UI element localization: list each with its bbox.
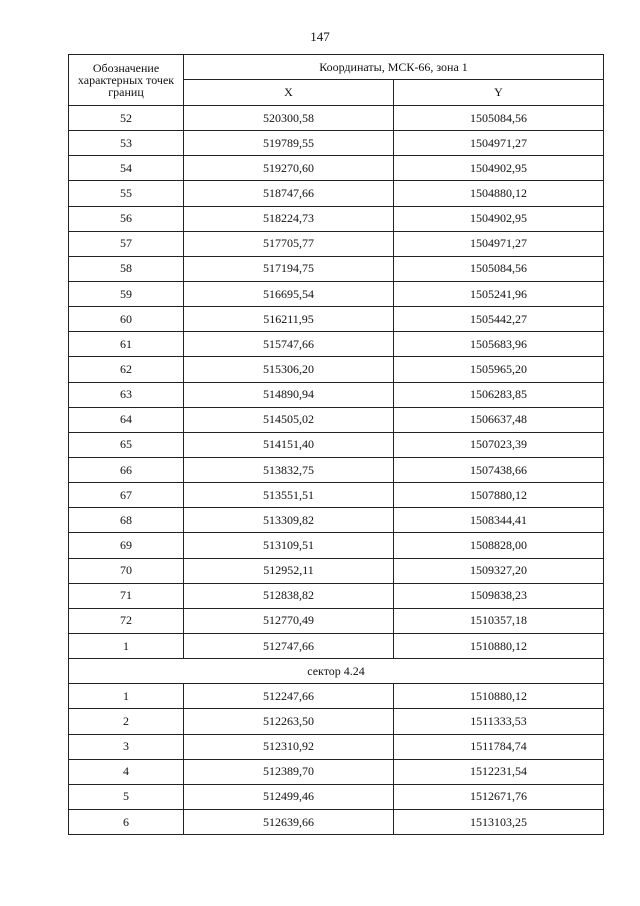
table-row bbox=[69, 533, 604, 558]
x-coordinate-cell: 515306,20 bbox=[184, 357, 394, 382]
coordinate-system-header: Координаты, МСК-66, зона 1 bbox=[184, 55, 604, 80]
table-row bbox=[69, 407, 604, 432]
table-row bbox=[69, 457, 604, 482]
x-coordinate-cell: 512499,46 bbox=[184, 784, 394, 809]
y-coordinate-cell: 1507023,39 bbox=[394, 432, 604, 457]
y-coordinate-cell: 1509838,23 bbox=[394, 583, 604, 608]
point-number-cell: 53 bbox=[69, 131, 184, 156]
point-number-cell: 58 bbox=[69, 256, 184, 281]
table-row bbox=[69, 281, 604, 306]
x-coordinate-cell: 517705,77 bbox=[184, 231, 394, 256]
x-coordinate-cell: 513109,51 bbox=[184, 533, 394, 558]
y-coordinate-cell: 1505683,96 bbox=[394, 332, 604, 357]
y-coordinate-cell: 1508344,41 bbox=[394, 508, 604, 533]
point-number-cell: 1 bbox=[69, 684, 184, 709]
table-row bbox=[69, 809, 604, 834]
point-number-cell: 3 bbox=[69, 734, 184, 759]
point-number-cell: 55 bbox=[69, 181, 184, 206]
y-coordinate-cell: 1507438,66 bbox=[394, 457, 604, 482]
x-coordinate-cell: 520300,58 bbox=[184, 106, 394, 131]
y-coordinate-cell: 1513103,25 bbox=[394, 809, 604, 834]
y-coordinate-cell: 1506283,85 bbox=[394, 382, 604, 407]
table-row bbox=[69, 583, 604, 608]
y-coordinate-cell: 1507880,12 bbox=[394, 483, 604, 508]
table-row bbox=[69, 633, 604, 658]
y-coordinate-cell: 1504902,95 bbox=[394, 156, 604, 181]
x-coordinate-cell: 512838,82 bbox=[184, 583, 394, 608]
table-row bbox=[69, 131, 604, 156]
y-coordinate-cell: 1505442,27 bbox=[394, 307, 604, 332]
point-number-cell: 4 bbox=[69, 759, 184, 784]
point-number-cell: 65 bbox=[69, 432, 184, 457]
point-number-cell: 69 bbox=[69, 533, 184, 558]
table-row bbox=[69, 734, 604, 759]
coordinates-table bbox=[68, 54, 604, 835]
x-coordinate-cell: 512747,66 bbox=[184, 633, 394, 658]
point-number-cell: 56 bbox=[69, 206, 184, 231]
y-coordinate-cell: 1509327,20 bbox=[394, 558, 604, 583]
x-coordinate-cell: 516211,95 bbox=[184, 307, 394, 332]
y-coordinate-cell: 1505084,56 bbox=[394, 256, 604, 281]
point-number-cell: 72 bbox=[69, 608, 184, 633]
table-row bbox=[69, 709, 604, 734]
x-coordinate-cell: 519789,55 bbox=[184, 131, 394, 156]
point-number-cell: 68 bbox=[69, 508, 184, 533]
y-coordinate-cell: 1506637,48 bbox=[394, 407, 604, 432]
point-number-cell: 5 bbox=[69, 784, 184, 809]
y-coordinate-cell: 1510880,12 bbox=[394, 633, 604, 658]
table-row bbox=[69, 181, 604, 206]
y-coordinate-cell: 1504902,95 bbox=[394, 206, 604, 231]
point-number-cell: 1 bbox=[69, 633, 184, 658]
x-coordinate-cell: 512310,92 bbox=[184, 734, 394, 759]
table-row bbox=[69, 357, 604, 382]
y-coordinate-cell: 1510357,18 bbox=[394, 608, 604, 633]
x-coordinate-cell: 513551,51 bbox=[184, 483, 394, 508]
x-coordinate-cell: 515747,66 bbox=[184, 332, 394, 357]
table-row bbox=[69, 759, 604, 784]
page-number: 147 bbox=[310, 29, 330, 44]
table-body bbox=[69, 106, 604, 659]
x-coordinate-cell: 514890,94 bbox=[184, 382, 394, 407]
sector-section bbox=[69, 659, 604, 835]
sector-label: сектор 4.24 bbox=[69, 659, 604, 684]
point-number-cell: 71 bbox=[69, 583, 184, 608]
x-coordinate-cell: 512247,66 bbox=[184, 684, 394, 709]
x-coordinate-cell: 518747,66 bbox=[184, 181, 394, 206]
point-number-cell: 67 bbox=[69, 483, 184, 508]
point-number-cell: 60 bbox=[69, 307, 184, 332]
table-row bbox=[69, 608, 604, 633]
table-row bbox=[69, 508, 604, 533]
table-row bbox=[69, 231, 604, 256]
y-coordinate-cell: 1504880,12 bbox=[394, 181, 604, 206]
table-row bbox=[69, 432, 604, 457]
y-coordinate-cell: 1505241,96 bbox=[394, 281, 604, 306]
point-designation-header: Обозначение характерных точек границ bbox=[69, 55, 184, 106]
point-number-cell: 70 bbox=[69, 558, 184, 583]
y-coordinate-cell: 1505084,56 bbox=[394, 106, 604, 131]
point-number-cell: 6 bbox=[69, 809, 184, 834]
x-coordinate-cell: 512389,70 bbox=[184, 759, 394, 784]
y-coordinate-cell: 1505965,20 bbox=[394, 357, 604, 382]
point-number-cell: 54 bbox=[69, 156, 184, 181]
x-coordinate-cell: 512770,49 bbox=[184, 608, 394, 633]
y-coordinate-cell: 1504971,27 bbox=[394, 131, 604, 156]
y-coordinate-cell: 1510880,12 bbox=[394, 684, 604, 709]
x-column-header: X bbox=[184, 80, 394, 106]
table-row bbox=[69, 784, 604, 809]
point-number-cell: 62 bbox=[69, 357, 184, 382]
table-row bbox=[69, 156, 604, 181]
table-row bbox=[69, 206, 604, 231]
y-coordinate-cell: 1508828,00 bbox=[394, 533, 604, 558]
x-coordinate-cell: 518224,73 bbox=[184, 206, 394, 231]
point-number-cell: 52 bbox=[69, 106, 184, 131]
point-number-cell: 59 bbox=[69, 281, 184, 306]
table-row bbox=[69, 106, 604, 131]
table-row bbox=[69, 483, 604, 508]
point-number-cell: 64 bbox=[69, 407, 184, 432]
table-row bbox=[69, 382, 604, 407]
x-coordinate-cell: 512952,11 bbox=[184, 558, 394, 583]
table-row bbox=[69, 332, 604, 357]
table-row bbox=[69, 307, 604, 332]
y-coordinate-cell: 1511784,74 bbox=[394, 734, 604, 759]
table-row bbox=[69, 256, 604, 281]
x-coordinate-cell: 517194,75 bbox=[184, 256, 394, 281]
y-coordinate-cell: 1504971,27 bbox=[394, 231, 604, 256]
table-row bbox=[69, 558, 604, 583]
x-coordinate-cell: 514505,02 bbox=[184, 407, 394, 432]
x-coordinate-cell: 512263,50 bbox=[184, 709, 394, 734]
y-coordinate-cell: 1512671,76 bbox=[394, 784, 604, 809]
table-header bbox=[69, 55, 604, 106]
x-coordinate-cell: 519270,60 bbox=[184, 156, 394, 181]
x-coordinate-cell: 516695,54 bbox=[184, 281, 394, 306]
y-coordinate-cell: 1512231,54 bbox=[394, 759, 604, 784]
x-coordinate-cell: 513832,75 bbox=[184, 457, 394, 482]
point-number-cell: 57 bbox=[69, 231, 184, 256]
x-coordinate-cell: 512639,66 bbox=[184, 809, 394, 834]
y-coordinate-cell: 1511333,53 bbox=[394, 709, 604, 734]
point-number-cell: 2 bbox=[69, 709, 184, 734]
x-coordinate-cell: 514151,40 bbox=[184, 432, 394, 457]
point-number-cell: 66 bbox=[69, 457, 184, 482]
y-column-header: Y bbox=[394, 80, 604, 106]
x-coordinate-cell: 513309,82 bbox=[184, 508, 394, 533]
point-number-cell: 61 bbox=[69, 332, 184, 357]
point-number-cell: 63 bbox=[69, 382, 184, 407]
table-row bbox=[69, 684, 604, 709]
